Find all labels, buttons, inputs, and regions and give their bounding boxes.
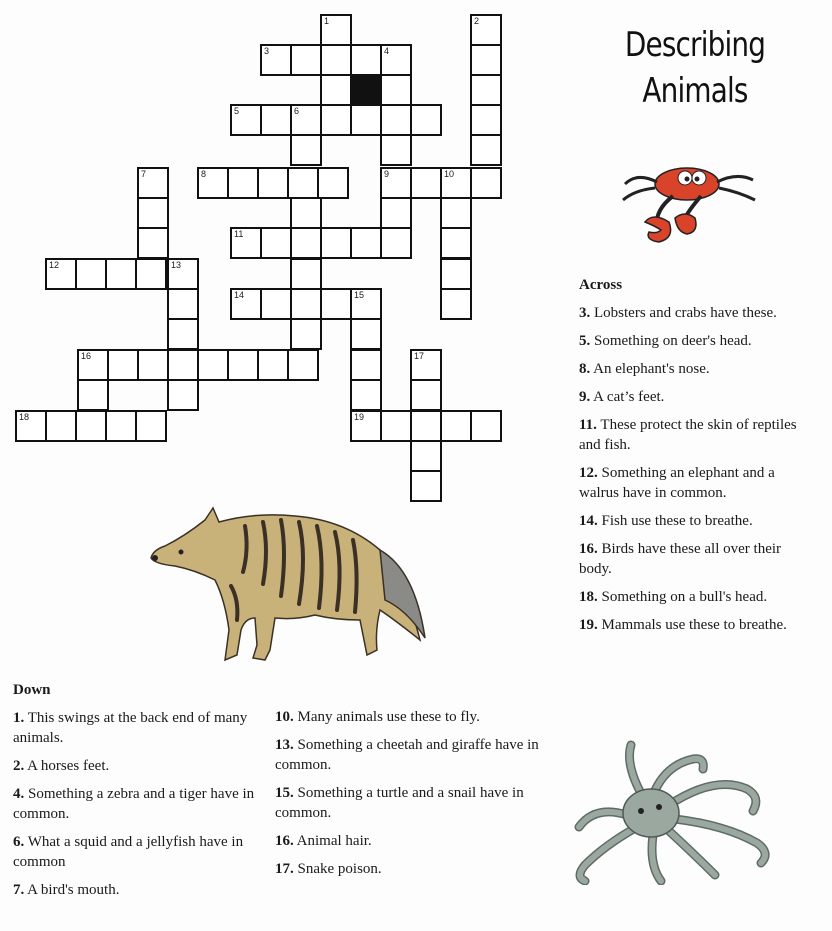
down-clue [13, 880, 268, 900]
grid-cell[interactable] [230, 104, 262, 136]
grid-cell[interactable] [290, 197, 322, 229]
grid-cell[interactable] [320, 74, 352, 106]
clue-text: A bird's mouth. [24, 882, 120, 898]
clue-number: 10 [444, 169, 455, 179]
clue-num: 18. [579, 589, 598, 605]
grid-cell[interactable] [410, 410, 442, 442]
clue-text: Lobsters and crabs have these. [590, 305, 777, 321]
clue-number: 3 [264, 46, 270, 56]
clue-num: 8. [579, 361, 591, 377]
grid-cell[interactable] [287, 349, 319, 381]
grid-cell[interactable] [260, 104, 292, 136]
grid-cell[interactable] [380, 227, 412, 259]
clue-number: 13 [171, 260, 182, 270]
grid-cell[interactable] [137, 349, 169, 381]
down-clues-right [275, 707, 540, 887]
grid-cell-blocked [350, 74, 382, 106]
across-clues [579, 275, 809, 643]
grid-cell[interactable] [257, 167, 289, 199]
clue-num: 6. [13, 834, 25, 850]
clue-number: 1 [324, 16, 330, 26]
clue-text: Something on deer's head. [590, 333, 752, 349]
grid-cell[interactable] [350, 379, 382, 411]
grid-cell[interactable] [197, 349, 229, 381]
grid-cell[interactable] [440, 227, 472, 259]
clue-number: 2 [474, 16, 480, 26]
clue-number: 16 [81, 351, 92, 361]
grid-cell[interactable] [135, 258, 167, 290]
across-clue [579, 615, 809, 635]
down-clue [275, 831, 540, 851]
grid-cell[interactable] [167, 318, 199, 350]
clue-text: Something on a bull's head. [597, 589, 768, 605]
grid-cell[interactable] [440, 410, 472, 442]
clue-text: A horses feet. [24, 758, 110, 774]
grid-cell[interactable] [410, 379, 442, 411]
clue-number: 17 [414, 351, 425, 361]
clue-num: 15. [275, 785, 294, 801]
grid-cell[interactable] [137, 227, 169, 259]
across-clue [579, 331, 809, 351]
grid-cell[interactable] [290, 104, 322, 136]
grid-cell[interactable] [45, 410, 77, 442]
grid-cell[interactable] [380, 410, 412, 442]
grid-cell[interactable] [137, 167, 169, 199]
grid-cell[interactable] [380, 167, 412, 199]
grid-cell[interactable] [380, 104, 412, 136]
grid-cell[interactable] [470, 44, 502, 76]
clue-text: Something an elephant and a walrus have in common. [579, 465, 775, 501]
grid-cell[interactable] [290, 288, 322, 320]
grid-cell[interactable] [380, 134, 412, 166]
grid-cell[interactable] [105, 258, 137, 290]
grid-cell[interactable] [167, 288, 199, 320]
clue-number: 6 [294, 106, 300, 116]
across-clue [579, 463, 809, 503]
clue-text: This swings at the back end of many animals. [13, 710, 248, 746]
grid-cell[interactable] [440, 197, 472, 229]
grid-cell[interactable] [230, 227, 262, 259]
clue-text: An elephant's nose. [590, 361, 710, 377]
grid-cell[interactable] [410, 104, 442, 136]
across-clue [579, 415, 809, 455]
grid-cell[interactable] [350, 288, 382, 320]
down-clue [275, 859, 540, 879]
clue-num: 9. [579, 389, 591, 405]
grid-cell[interactable] [350, 410, 382, 442]
grid-cell[interactable] [167, 349, 199, 381]
grid-cell[interactable] [137, 197, 169, 229]
grid-cell[interactable] [105, 410, 137, 442]
clue-number: 11 [234, 229, 244, 239]
hyena-icon [145, 500, 430, 675]
grid-cell[interactable] [257, 349, 289, 381]
clue-num: 2. [13, 758, 25, 774]
clue-text: Mammals use these to breathe. [597, 617, 787, 633]
down-clue [13, 784, 268, 824]
grid-cell[interactable] [15, 410, 47, 442]
clue-text: Something a turtle and a snail have in common. [275, 785, 524, 821]
across-clue [579, 303, 809, 323]
clue-number: 14 [234, 290, 245, 300]
clue-number: 8 [201, 169, 207, 179]
grid-cell[interactable] [440, 258, 472, 290]
clue-number: 12 [49, 260, 60, 270]
clue-num: 7. [13, 882, 25, 898]
clue-num: 5. [579, 333, 591, 349]
grid-cell[interactable] [227, 167, 259, 199]
grid-cell[interactable] [380, 74, 412, 106]
grid-cell[interactable] [350, 318, 382, 350]
grid-cell[interactable] [75, 258, 107, 290]
grid-cell[interactable] [470, 167, 502, 199]
across-clue [579, 587, 809, 607]
down-clue [275, 735, 540, 775]
across-clue [579, 387, 809, 407]
clue-num: 14. [579, 513, 598, 529]
grid-cell[interactable] [380, 44, 412, 76]
page-title [605, 22, 785, 114]
octopus-icon [565, 735, 780, 885]
grid-cell[interactable] [470, 410, 502, 442]
clue-num: 1. [13, 710, 25, 726]
grid-cell[interactable] [75, 410, 107, 442]
clue-text: These protect the skin of reptiles and fish. [579, 417, 797, 453]
clue-text: Animal hair. [293, 833, 372, 849]
across-clue [579, 539, 809, 579]
clue-text: Many animals use these to fly. [293, 709, 480, 725]
grid-cell[interactable] [290, 258, 322, 290]
down-clue [275, 783, 540, 823]
clue-num: 4. [13, 786, 25, 802]
clue-number: 18 [19, 412, 30, 422]
grid-cell[interactable] [380, 197, 412, 229]
clue-text: A cat’s feet. [590, 389, 665, 405]
title-line-2: Animals [642, 71, 748, 111]
clue-num: 16. [579, 541, 598, 557]
across-clue [579, 511, 809, 531]
clue-number: 5 [234, 106, 240, 116]
across-clue [579, 359, 809, 379]
clue-num: 3. [579, 305, 591, 321]
grid-cell[interactable] [77, 349, 109, 381]
grid-cell[interactable] [107, 349, 139, 381]
grid-cell[interactable] [260, 227, 292, 259]
down-clue [13, 832, 268, 872]
grid-cell[interactable] [410, 349, 442, 381]
grid-cell[interactable] [470, 134, 502, 166]
grid-cell[interactable] [320, 227, 352, 259]
grid-cell[interactable] [167, 258, 199, 290]
grid-cell[interactable] [227, 349, 259, 381]
clue-number: 4 [384, 46, 390, 56]
grid-cell[interactable] [135, 410, 167, 442]
clue-text: Something a zebra and a tiger have in common. [13, 786, 255, 822]
grid-cell[interactable] [470, 104, 502, 136]
grid-cell[interactable] [350, 44, 382, 76]
clue-text: What a squid and a jellyfish have in common [13, 834, 244, 870]
clue-number: 9 [384, 169, 390, 179]
grid-cell[interactable] [230, 288, 262, 320]
grid-cell[interactable] [410, 440, 442, 472]
grid-cell[interactable] [440, 288, 472, 320]
crab-icon [615, 152, 765, 247]
grid-cell[interactable] [260, 44, 292, 76]
grid-cell[interactable] [167, 379, 199, 411]
grid-cell[interactable] [290, 44, 322, 76]
grid-cell[interactable] [470, 14, 502, 46]
clue-number: 19 [354, 412, 365, 422]
title-line-1: Describing [624, 25, 766, 65]
grid-cell[interactable] [440, 167, 472, 199]
clue-num: 17. [275, 861, 294, 877]
grid-cell[interactable] [350, 227, 382, 259]
grid-cell[interactable] [320, 44, 352, 76]
grid-cell[interactable] [260, 288, 292, 320]
clue-num: 10. [275, 709, 294, 725]
grid-cell[interactable] [320, 288, 352, 320]
down-clue [13, 708, 268, 748]
clue-num: 13. [275, 737, 294, 753]
clue-number: 7 [141, 169, 147, 179]
grid-cell[interactable] [317, 167, 349, 199]
clue-text: Birds have these all over their body. [579, 541, 782, 577]
grid-cell[interactable] [470, 74, 502, 106]
down-clue [13, 756, 268, 776]
grid-cell[interactable] [350, 349, 382, 381]
down-clues-left [13, 680, 268, 908]
grid-cell[interactable] [350, 104, 382, 136]
grid-cell[interactable] [290, 227, 322, 259]
grid-cell[interactable] [287, 167, 319, 199]
clue-text: Snake poison. [293, 861, 382, 877]
grid-cell[interactable] [320, 104, 352, 136]
grid-cell[interactable] [197, 167, 229, 199]
clue-num: 12. [579, 465, 598, 481]
clue-num: 16. [275, 833, 294, 849]
grid-cell[interactable] [45, 258, 77, 290]
clue-text: Something a cheetah and giraffe have in common. [275, 737, 539, 773]
down-heading: Down [13, 682, 51, 698]
clue-num: 11. [579, 417, 597, 433]
grid-cell[interactable] [410, 470, 442, 502]
across-heading: Across [579, 277, 623, 293]
clue-number: 15 [354, 290, 365, 300]
grid-cell[interactable] [410, 167, 442, 199]
down-clue [275, 707, 540, 727]
grid-cell[interactable] [320, 14, 352, 46]
grid-cell[interactable] [290, 318, 322, 350]
clue-text: Fish use these to breathe. [597, 513, 753, 529]
grid-cell[interactable] [77, 379, 109, 411]
clue-num: 19. [579, 617, 598, 633]
grid-cell[interactable] [290, 134, 322, 166]
